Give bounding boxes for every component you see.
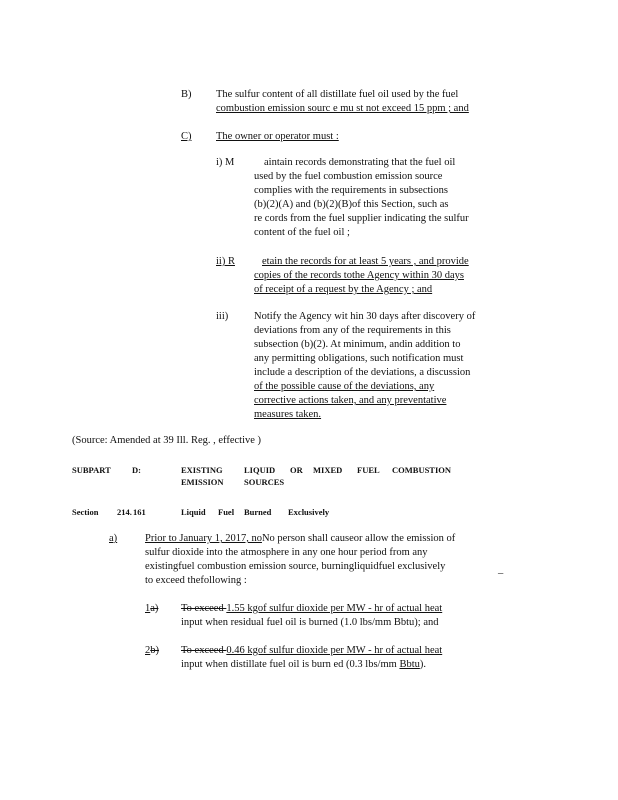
- section-number: 161: [133, 507, 146, 517]
- item-c-label: C): [181, 131, 192, 142]
- subpart-word-mixed: MIXED: [313, 465, 343, 475]
- sub-iii-text: [254, 310, 475, 422]
- sub-i-line: content of the fuel oil ;: [254, 227, 350, 238]
- section-part: 214.: [117, 507, 132, 517]
- para-a-label: a): [109, 533, 118, 544]
- subpart-word-liquid: [244, 464, 284, 488]
- item-2-unit: Bbtu: [399, 659, 420, 670]
- sub-i-text: [254, 156, 469, 240]
- sub-iii-line: of the possible cause of the deviations, any: [254, 381, 435, 392]
- subpart-word: EMISSION: [181, 477, 224, 487]
- subpart-word: SOURCES: [244, 477, 285, 487]
- item-1-label-old: a): [150, 603, 159, 614]
- item-1-struck: To exceed: [181, 603, 227, 614]
- section-label: Section: [72, 507, 99, 517]
- subpart-word: LIQUID: [244, 465, 276, 475]
- sub-iii-label: iii): [216, 311, 229, 322]
- item-1-text: [181, 602, 442, 630]
- trailing-mark: _: [498, 564, 504, 575]
- sub-iii-line: measures taken.: [254, 409, 322, 420]
- item-2-label-old: b): [150, 645, 159, 656]
- subpart-word-fuel: FUEL: [357, 465, 380, 475]
- source-note: (Source: Amended at 39 Ill. Reg. , effective ): [72, 435, 262, 446]
- subpart-word-combustion: COMBUSTION: [392, 465, 452, 475]
- sub-ii-line: etain the records for at least 5 years , and provide: [262, 256, 469, 267]
- item-c-text: The owner or operator must :: [216, 131, 339, 142]
- para-a-line: to exceed thefollowing :: [145, 575, 247, 586]
- sub-i-line: complies with the requirements in subsections: [254, 185, 448, 196]
- item-b-line: combustion emission sourc e mu st not exceed 15 ppm ; and: [216, 103, 469, 114]
- sub-ii-line: of receipt of a request by the Agency ; and: [254, 284, 433, 295]
- subpart-word-existing: [181, 464, 224, 488]
- item-2-label: [145, 644, 159, 658]
- para-a-inserted: Prior to January 1, 2017, no: [145, 533, 262, 544]
- item-1-label-new: 1: [145, 603, 151, 614]
- item-b-text: [216, 88, 469, 116]
- section-word: Exclusively: [288, 507, 330, 517]
- sub-iii-line: deviations from any of the requirements in this: [254, 325, 451, 336]
- sub-iii-line: subsection (b)(2). At minimum, andin addition to: [254, 339, 461, 350]
- item-b-label: B): [181, 89, 192, 100]
- sub-i-line: re cords from the fuel supplier indicating the sulfur: [254, 213, 469, 224]
- item-1-label: [145, 602, 158, 616]
- para-a-line: existingfuel combustion emission source, burningliquidfuel exclusively: [145, 561, 446, 572]
- section-word: Burned: [244, 507, 272, 517]
- subpart-label: SUBPART: [72, 465, 111, 475]
- item-2-text: [181, 644, 442, 672]
- item-2-struck: To exceed: [181, 645, 227, 656]
- subpart-word-or: OR: [290, 465, 303, 475]
- para-a-text: [145, 532, 455, 588]
- sub-i-label: i) M: [216, 157, 235, 168]
- subpart-word: EXISTING: [181, 465, 223, 475]
- item-2-line: input when distillate fuel oil is burn ed (0.3 lbs/mm: [181, 659, 400, 670]
- sub-ii-line: copies of the records tothe Agency within 30 days: [254, 270, 464, 281]
- sub-i-line: (b)(2)(A) and (b)(2)(B)of this Section, such as: [254, 199, 449, 210]
- item-b-line: The sulfur content of all distillate fuel oil used by the fuel: [216, 89, 459, 100]
- sub-i-line: used by the fuel combustion emission source: [254, 171, 443, 182]
- sub-iii-line: corrective actions taken, and any preventative: [254, 395, 447, 406]
- sub-ii-text: [254, 255, 469, 297]
- sub-iii-line: Notify the Agency wit hin 30 days after discovery of: [254, 311, 476, 322]
- sub-iii-line: include a description of the deviations, a discussion: [254, 367, 471, 378]
- item-1-line: input when residual fuel oil is burned (1.0 lbs/mm Bbtu); and: [181, 617, 439, 628]
- para-a-line: No person shall causeor allow the emission of: [261, 533, 456, 544]
- sub-ii-label: ii) R: [216, 256, 235, 267]
- section-word: Fuel: [218, 507, 235, 517]
- sub-i-line: aintain records demonstrating that the fuel oil: [264, 157, 456, 168]
- item-2-line: 0.46 kgof sulfur dioxide per MW - hr of actual heat: [226, 645, 443, 656]
- item-2-label-new: 2: [145, 645, 151, 656]
- para-a-line: sulfur dioxide into the atmosphere in any one hour period from any: [145, 547, 428, 558]
- sub-iii-line: any permitting obligations, such notification must: [254, 353, 464, 364]
- section-word: Liquid: [181, 507, 206, 517]
- subpart-letter: D:: [132, 465, 141, 475]
- item-1-line: 1.55 kgof sulfur dioxide per MW - hr of actual heat: [226, 603, 443, 614]
- item-2-line-end: ).: [419, 659, 426, 670]
